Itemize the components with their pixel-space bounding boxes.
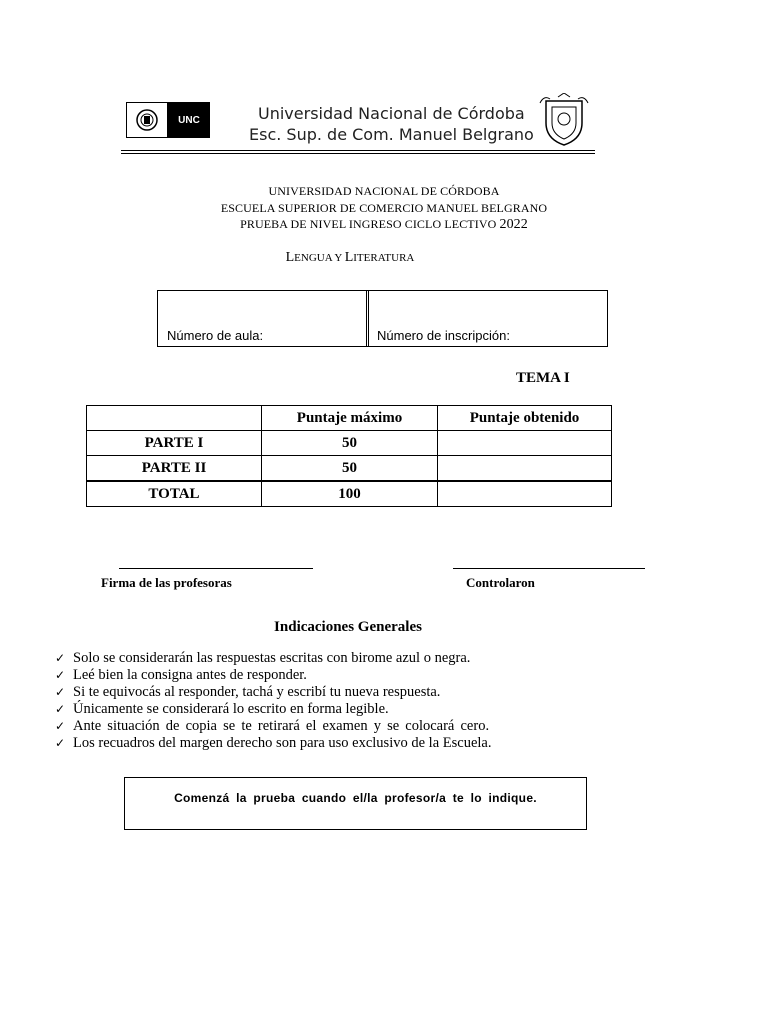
table-header-row bbox=[87, 406, 612, 431]
row-max: 50 bbox=[262, 431, 438, 456]
institution-line-3 bbox=[0, 217, 768, 233]
check-icon: ✓ bbox=[55, 736, 66, 750]
info-box-divider bbox=[366, 290, 369, 347]
table-header-cell: Puntaje máximo bbox=[262, 406, 438, 431]
signature-label-profesoras: Firma de las profesoras bbox=[101, 575, 232, 590]
row-label: TOTAL bbox=[87, 481, 262, 507]
table-header-cell bbox=[87, 406, 262, 431]
unc-seal-logo bbox=[126, 102, 168, 138]
table-header-cell: Puntaje obtenido bbox=[438, 406, 612, 431]
row-obtained bbox=[438, 456, 612, 482]
row-max: 50 bbox=[262, 456, 438, 482]
table-row bbox=[87, 481, 612, 507]
table-row bbox=[87, 456, 612, 482]
check-icon: ✓ bbox=[55, 719, 66, 733]
header-rule bbox=[121, 150, 595, 151]
signature-line-profesoras bbox=[119, 568, 313, 569]
exam-year: 2022 bbox=[499, 217, 528, 232]
indicaciones-title: Indicaciones Generales bbox=[274, 619, 422, 635]
row-label: PARTE I bbox=[87, 431, 262, 456]
notice-text: Comenzá la prueba cuando el/la profesor/a te lo indique. bbox=[174, 791, 537, 805]
school-name: Esc. Sup. de Com. Manuel Belgrano bbox=[249, 125, 534, 144]
aula-label: Número de aula: bbox=[167, 328, 264, 343]
check-icon: ✓ bbox=[55, 668, 66, 682]
row-max: 100 bbox=[262, 481, 438, 507]
table-row bbox=[87, 431, 612, 456]
list-item: ✓ Si te equivocás al responder, tachá y escribí tu nueva respuesta. bbox=[55, 684, 441, 700]
signature-line-controlaron bbox=[453, 568, 645, 569]
exam-description: PRUEBA DE NIVEL INGRESO CICLO LECTIVO bbox=[240, 217, 500, 231]
check-icon: ✓ bbox=[55, 685, 66, 699]
subject-title: LENGUA Y LITERATURA bbox=[285, 250, 415, 265]
list-item: ✓ Solo se considerarán las respuestas escritas con birome azul o negra. bbox=[55, 650, 471, 666]
check-icon: ✓ bbox=[55, 651, 66, 665]
row-obtained bbox=[438, 431, 612, 456]
row-label: PARTE II bbox=[87, 456, 262, 482]
signature-label-controlaron: Controlaron bbox=[466, 575, 535, 590]
list-item: ✓ Únicamente se considerará lo escrito en forma legible. bbox=[55, 701, 389, 717]
list-item: ✓ Los recuadros del margen derecho son para uso exclusivo de la Escuela. bbox=[55, 735, 492, 751]
list-item: ✓ Ante situación de copia se te retirará el examen y se colocará cero. bbox=[55, 718, 490, 734]
tema-label: TEMA I bbox=[516, 370, 570, 386]
unc-logo: UNC bbox=[168, 102, 210, 138]
inscripcion-label: Número de inscripción: bbox=[377, 328, 510, 343]
check-icon: ✓ bbox=[55, 702, 66, 716]
header-rule-secondary bbox=[121, 153, 595, 154]
institution-line-2: ESCUELA SUPERIOR DE COMERCIO MANUEL BELGRANO bbox=[220, 201, 548, 215]
university-name: Universidad Nacional de Córdoba bbox=[258, 104, 525, 123]
row-obtained bbox=[438, 481, 612, 507]
score-table bbox=[86, 405, 612, 507]
list-item: ✓ Leé bien la consigna antes de responder. bbox=[55, 667, 307, 683]
school-crest-icon bbox=[536, 93, 592, 147]
institution-line-1: UNIVERSIDAD NACIONAL DE CÓRDOBA bbox=[268, 184, 500, 198]
indicaciones-list bbox=[55, 650, 491, 752]
